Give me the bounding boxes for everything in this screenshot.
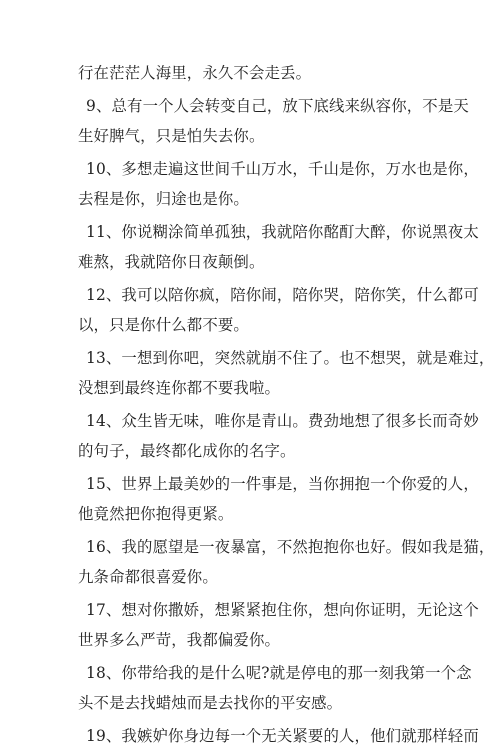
text-line: 16、我的愿望是一夜暴富，不然抱抱你也好。假如我是猫， xyxy=(86,538,495,556)
text-paragraph xyxy=(78,406,479,466)
text-line: 11、你说糊涂简单孤独，我就陪你酩酊大醉，你说黑夜太 xyxy=(86,223,479,241)
text-line: 头不是去找蜡烛而是去找你的平安感。 xyxy=(78,694,343,712)
text-paragraph xyxy=(78,154,479,214)
text-line: 19、我嫉妒你身边每一个无关紧要的人，他们就那样轻而 xyxy=(86,727,479,745)
text-line: 的句子，最终都化成你的名字。 xyxy=(78,442,296,460)
text-paragraph xyxy=(78,280,479,340)
text-paragraph xyxy=(78,595,479,655)
text-paragraph xyxy=(78,532,495,592)
text-paragraph xyxy=(78,58,438,88)
text-line: 18、你带给我的是什么呢?就是停电的那一刻我第一个念 xyxy=(86,664,472,682)
text-line: 10、多想走遍这世间千山万水，千山是你，万水也是你， xyxy=(86,160,479,178)
text-paragraph xyxy=(78,469,479,529)
text-line: 14、众生皆无味，唯你是青山。费劲地想了很多长而奇妙 xyxy=(86,412,479,430)
text-line: 以，只是你什么都不要。 xyxy=(78,316,249,334)
text-line: 难熬，我就陪你日夜颠倒。 xyxy=(78,253,265,271)
text-line: 九条命都很喜爱你。 xyxy=(78,568,218,586)
text-line: 没想到最终连你都不要我啦。 xyxy=(78,379,281,397)
text-paragraph xyxy=(78,217,479,277)
text-paragraph xyxy=(78,343,495,403)
text-line: 17、想对你撒娇，想紧紧抱住你，想向你证明，无论这个 xyxy=(86,601,479,619)
text-paragraph xyxy=(78,91,469,151)
text-line: 生好脾气，只是怕失去你。 xyxy=(78,127,265,145)
text-paragraph xyxy=(78,721,479,751)
text-line: 13、一想到你吧，突然就崩不住了。也不想哭，就是难过， xyxy=(86,349,495,367)
text-line: 他竟然把你抱得更紧。 xyxy=(78,505,234,523)
text-line: 世界多么严苛，我都偏爱你。 xyxy=(78,631,281,649)
text-line: 行在茫茫人海里，永久不会走丢。 xyxy=(78,64,312,82)
text-line: 9、总有一个人会转变自己，放下底线来纵容你，不是天 xyxy=(86,97,469,115)
text-line: 去程是你，归途也是你。 xyxy=(78,190,249,208)
text-line: 15、世界上最美妙的一件事是，当你拥抱一个你爱的人， xyxy=(86,475,479,493)
text-line: 12、我可以陪你疯，陪你闹，陪你哭，陪你笑，什么都可 xyxy=(86,286,479,304)
text-paragraph xyxy=(78,658,472,718)
